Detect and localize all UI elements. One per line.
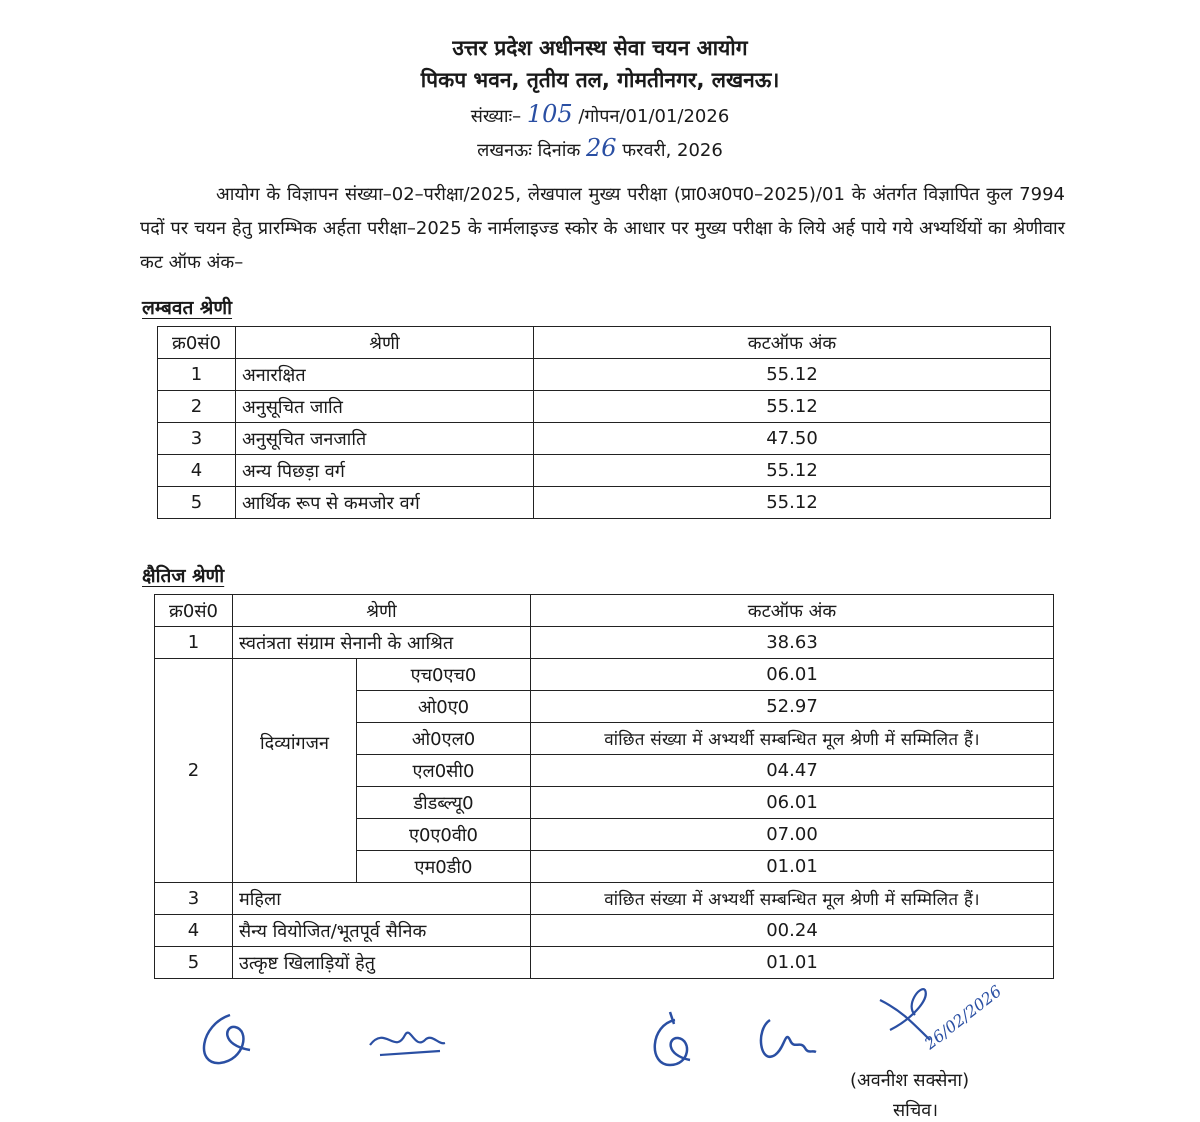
- category-cell: आर्थिक रूप से कमजोर वर्ग: [236, 487, 534, 519]
- serial-cell: 2: [155, 659, 233, 883]
- signatory-name: (अवनीश सक्सेना): [850, 1070, 970, 1091]
- table-row: [158, 359, 1051, 391]
- initials-signature-4: [750, 1010, 820, 1070]
- cutoff-cell: 55.12: [534, 455, 1051, 487]
- table-row: [158, 391, 1051, 423]
- category-cell: स्वतंत्रता संग्राम सेनानी के आश्रित: [233, 627, 531, 659]
- table-row: [155, 659, 1054, 691]
- subcategory-cell: एच0एच0: [357, 659, 531, 691]
- date-suffix: फरवरी, 2026: [622, 140, 723, 161]
- subcategory-cell: ओ0ए0: [357, 691, 531, 723]
- horizontal-section-title: क्षैतिज श्रेणी: [142, 565, 225, 587]
- serial-cell: 4: [158, 455, 236, 487]
- category-cell: उत्कृष्ट खिलाड़ियों हेतु: [233, 947, 531, 979]
- header-category: श्रेणी: [236, 327, 534, 359]
- organization-name: उत्तर प्रदेश अधीनस्थ सेवा चयन आयोग: [452, 36, 748, 60]
- cutoff-cell: 00.24: [531, 915, 1054, 947]
- serial-cell: 1: [158, 359, 236, 391]
- table-header-row: [158, 327, 1051, 359]
- vertical-section-title: लम्बवत श्रेणी: [142, 297, 233, 319]
- secretary-signature: [870, 960, 1040, 1060]
- serial-cell: 4: [155, 915, 233, 947]
- signatory-designation: सचिव।: [893, 1100, 939, 1121]
- organization-address: पिकप भवन, तृतीय तल, गोमतीनगर, लखनऊ।: [420, 68, 780, 92]
- table-row: [158, 487, 1051, 519]
- category-cell: अनुसूचित जनजाति: [236, 423, 534, 455]
- initials-signature-3: [640, 1010, 700, 1075]
- date-line: [0, 134, 1200, 162]
- header-cutoff: कटऑफ अंक: [534, 327, 1051, 359]
- cutoff-cell: 55.12: [534, 391, 1051, 423]
- cutoff-cell: 04.47: [531, 755, 1054, 787]
- category-cell: अनारक्षित: [236, 359, 534, 391]
- header-serial: क्र0सं0: [158, 327, 236, 359]
- category-cell: अनुसूचित जाति: [236, 391, 534, 423]
- vertical-cutoff-table: [157, 326, 1051, 519]
- serial-cell: 3: [158, 423, 236, 455]
- handwritten-signature-date: 26/02/2026: [920, 981, 1006, 1054]
- category-cell: अन्य पिछड़ा वर्ग: [236, 455, 534, 487]
- table-row: [155, 627, 1054, 659]
- cutoff-cell: वांछित संख्या में अभ्यर्थी सम्बन्धित मूल श्रेणी में सम्मिलित हैं।: [531, 883, 1054, 915]
- header-serial: क्र0सं0: [155, 595, 233, 627]
- subcategory-cell: डीडब्ल्यू0: [357, 787, 531, 819]
- serial-cell: 3: [155, 883, 233, 915]
- cutoff-cell: 47.50: [534, 423, 1051, 455]
- table-header-row: [155, 595, 1054, 627]
- category-cell: महिला: [233, 883, 531, 915]
- intro-paragraph: आयोग के विज्ञापन संख्या–02–परीक्षा/2025, लेखपाल मुख्य परीक्षा (प्रा0अ0प0–2025)/01 के अंतर्गत विज्ञापित कुल 7994 पदों पर चयन हेतु प्रारम्भिक अर्हता परीक्षा–2025 के नार्मलाइज्ड स्कोर के आधार पर मुख्य परीक्षा के लिये अर्ह पाये गये अभ्यर्थियों का श्रेणीवार कट ऑफ अंक–: [140, 184, 1065, 273]
- header-category: श्रेणी: [233, 595, 531, 627]
- serial-cell: 5: [155, 947, 233, 979]
- cutoff-cell: 52.97: [531, 691, 1054, 723]
- initials-signature-2: [360, 1015, 450, 1065]
- table-row: [155, 915, 1054, 947]
- cutoff-cell: वांछित संख्या में अभ्यर्थी सम्बन्धित मूल श्रेणी में सम्मिलित हैं।: [531, 723, 1054, 755]
- cutoff-cell: 07.00: [531, 819, 1054, 851]
- subcategory-cell: ओ0एल0: [357, 723, 531, 755]
- reference-number-handwritten: 105: [526, 100, 573, 128]
- category-cell-divyangjan: दिव्यांगजन: [233, 659, 357, 883]
- reference-prefix: संख्याः–: [470, 106, 522, 127]
- horizontal-cutoff-table: [154, 594, 1054, 979]
- reference-suffix: /गोपन/01/01/2026: [578, 106, 730, 127]
- serial-cell: 2: [158, 391, 236, 423]
- cutoff-cell: 38.63: [531, 627, 1054, 659]
- category-cell: सैन्य वियोजित/भूतपूर्व सैनिक: [233, 915, 531, 947]
- cutoff-cell: 01.01: [531, 947, 1054, 979]
- table-row: [155, 883, 1054, 915]
- cutoff-cell: 01.01: [531, 851, 1054, 883]
- table-row: [158, 455, 1051, 487]
- cutoff-cell: 06.01: [531, 659, 1054, 691]
- table-row: [158, 423, 1051, 455]
- subcategory-cell: एम0डी0: [357, 851, 531, 883]
- header-cutoff: कटऑफ अंक: [531, 595, 1054, 627]
- serial-cell: 5: [158, 487, 236, 519]
- serial-cell: 1: [155, 627, 233, 659]
- subcategory-cell: एल0सी0: [357, 755, 531, 787]
- reference-number-line: [0, 100, 1200, 128]
- cutoff-cell: 55.12: [534, 487, 1051, 519]
- date-day-handwritten: 26: [586, 134, 617, 162]
- cutoff-cell: 06.01: [531, 787, 1054, 819]
- cutoff-cell: 55.12: [534, 359, 1051, 391]
- date-prefix: लखनऊः दिनांक: [477, 140, 581, 161]
- initials-signature-1: [190, 1005, 270, 1075]
- subcategory-cell: ए0ए0वी0: [357, 819, 531, 851]
